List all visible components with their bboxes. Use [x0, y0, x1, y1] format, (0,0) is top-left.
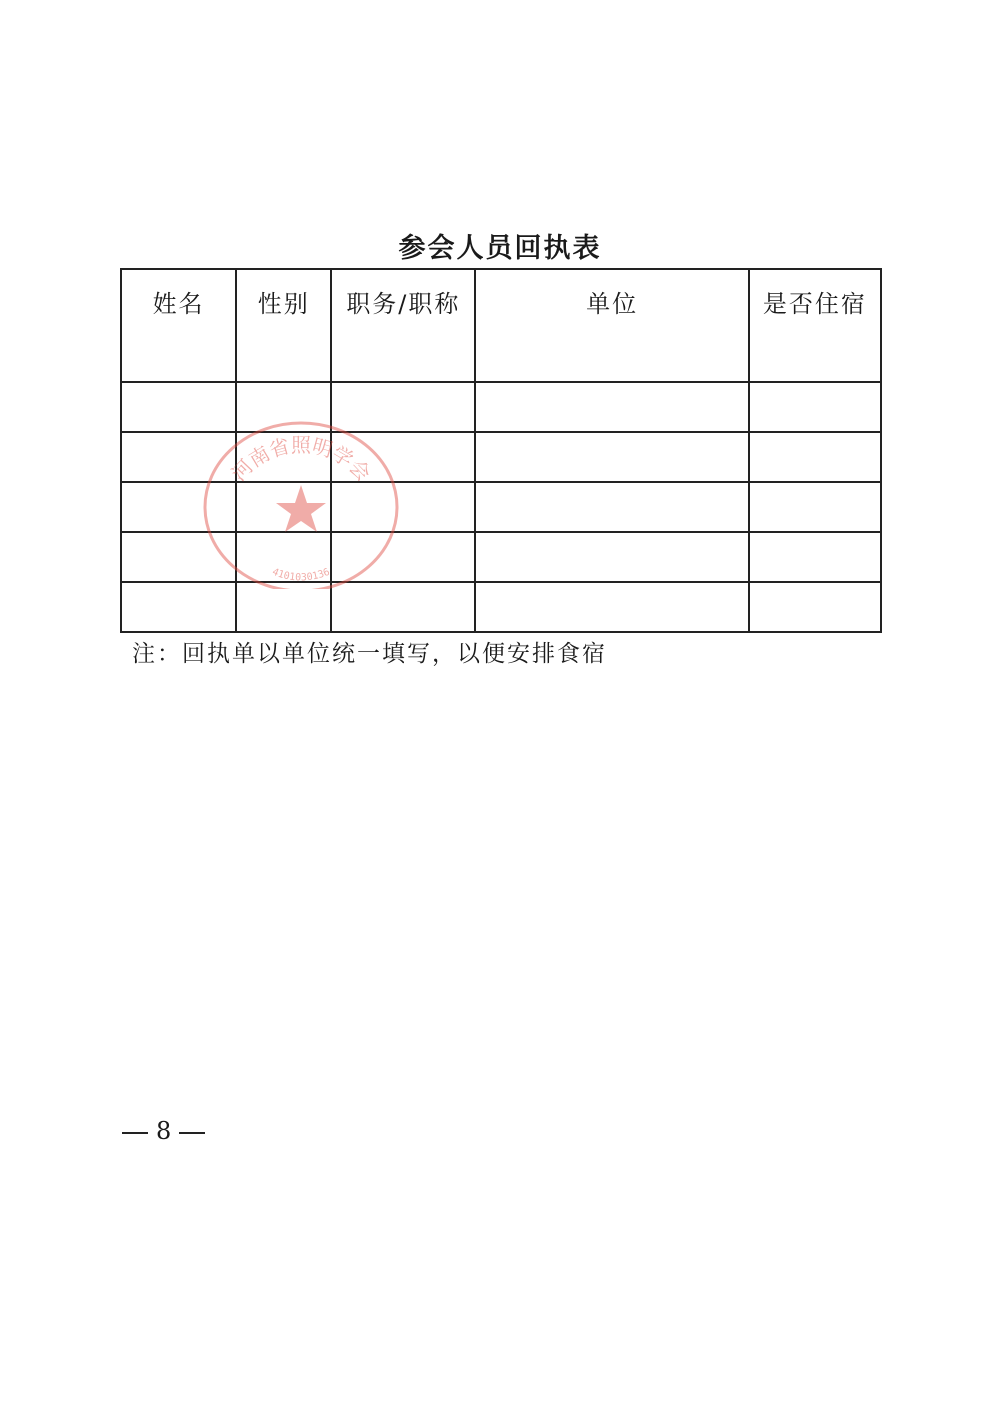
- page-number-dash-right: [179, 1132, 205, 1134]
- table-cell: [236, 582, 331, 632]
- header-organization: 单位: [475, 269, 748, 382]
- header-position-title: 职务/职称: [331, 269, 475, 382]
- seal-code-text: 4101030136: [270, 566, 332, 584]
- official-seal: [199, 413, 403, 589]
- table-cell: [121, 582, 236, 632]
- table-cell: [749, 382, 881, 432]
- footnote: 注：回执单以单位统一填写，以便安排食宿: [132, 641, 607, 667]
- document-title: 参会人员回执表: [398, 233, 602, 264]
- table-cell: [749, 532, 881, 582]
- table-row: [121, 582, 881, 632]
- seal-arc-text: 河南省照明学会: [226, 432, 376, 486]
- seal-star-icon: [276, 485, 326, 532]
- page-number: [122, 1117, 205, 1145]
- table-cell: [475, 482, 748, 532]
- page-number-dash-left: [122, 1132, 148, 1134]
- header-accommodation: 是否住宿: [749, 269, 881, 382]
- table-cell: [475, 432, 748, 482]
- table-cell: [475, 532, 748, 582]
- header-name: 姓名: [121, 269, 236, 382]
- table-cell: [331, 582, 475, 632]
- table-cell: [749, 482, 881, 532]
- table-cell: [475, 382, 748, 432]
- page-number-value: 8: [156, 1117, 172, 1145]
- table-cell: [749, 432, 881, 482]
- header-gender: 性别: [236, 269, 331, 382]
- table-cell: [749, 582, 881, 632]
- table-cell: [475, 582, 748, 632]
- table-header-row: [121, 269, 881, 382]
